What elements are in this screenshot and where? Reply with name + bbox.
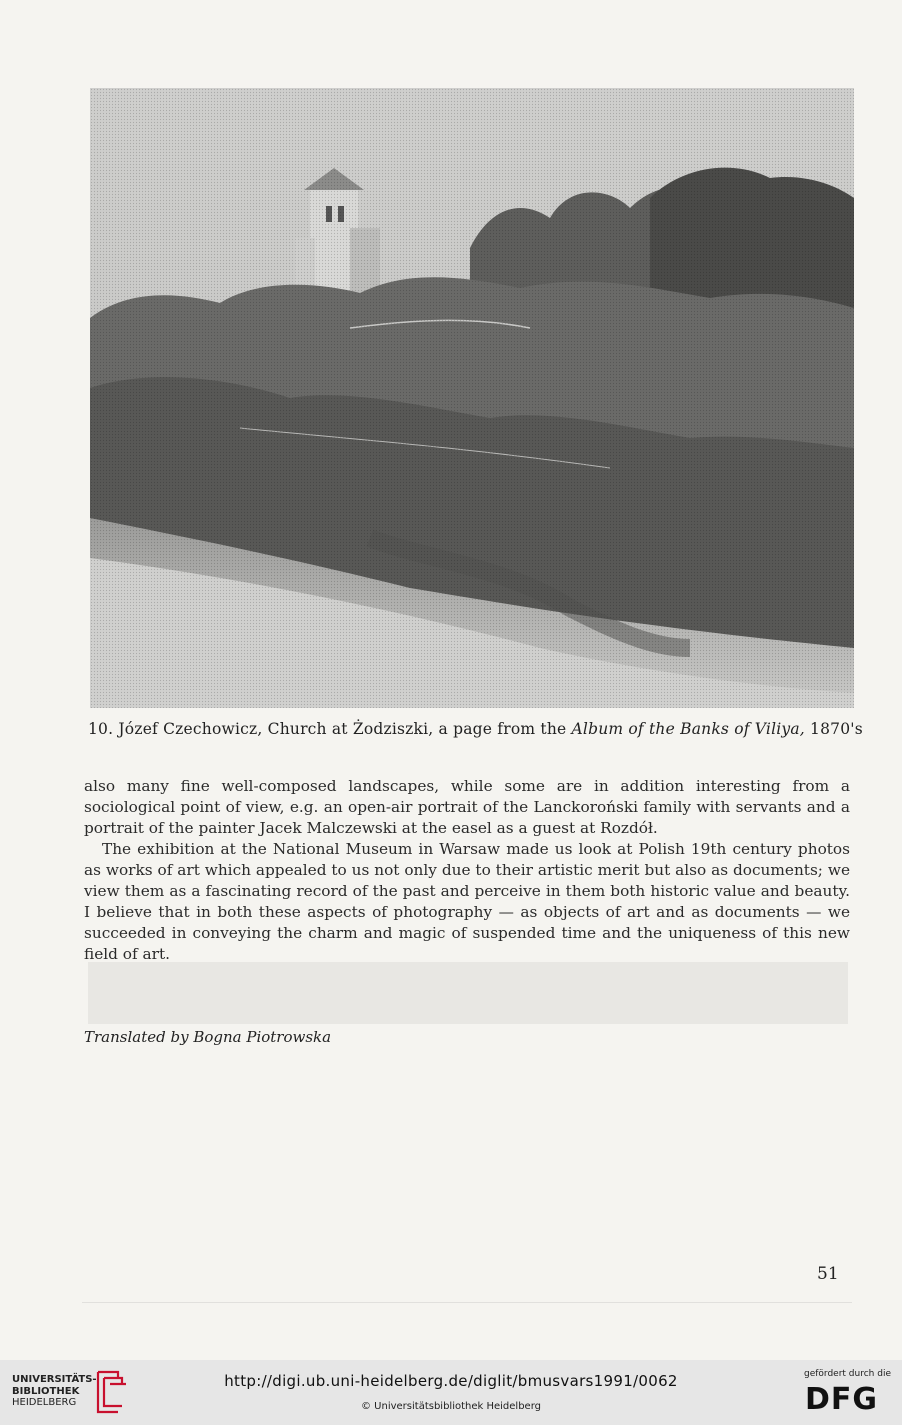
show-through-rule: [82, 1302, 852, 1303]
caption-suffix: 1870's: [804, 720, 863, 738]
figure-photo: [90, 88, 854, 708]
body-text: [84, 776, 850, 965]
library-line-2: BIBLIOTHEK: [12, 1385, 80, 1397]
caption-album-title: Album of the Banks of Viliya,: [571, 720, 805, 738]
funding-caption: gefördert durch die: [804, 1369, 891, 1379]
church-landscape-image: [90, 88, 854, 708]
permalink-url[interactable]: http://digi.ub.uni-heidelberg.de/diglit/bmusvars1991/0062: [224, 1372, 678, 1390]
figure-caption: [88, 720, 863, 738]
library-line-1: UNIVERSITÄTS-: [12, 1374, 97, 1385]
translator-credit: Translated by Bogna Piotrowska: [84, 1028, 332, 1046]
copyright-notice: © Universitätsbibliothek Heidelberg: [360, 1401, 541, 1412]
library-line-3: HEIDELBERG: [12, 1397, 77, 1408]
caption-prefix: 10. Józef Czechowicz, Church at Żodziszki, a page from the: [88, 720, 572, 738]
page-number: 51: [817, 1264, 839, 1284]
svg-text:DFG: DFG: [805, 1382, 879, 1414]
paragraph-2: The exhibition at the National Museum in Warsaw made us look at Polish 19th century photos as works of art which appealed to us not only due to their artistic merit but also as documents; we view them as a fascinating record of the past and perceive in them both historic value and beauty. I believe that in both these aspects of photography — as objects of art and as documents — we succeeded in conveying the charm and magic of suspended time and the uniqueness of this new field of art.: [84, 840, 850, 963]
dfg-logo-icon: [803, 1380, 891, 1414]
footer-bar: [0, 1360, 902, 1425]
show-through-band: [88, 962, 848, 1024]
paragraph-1: also many fine well-composed landscapes, while some are in addition interesting from a sociological point of view, e.g. an open-air portrait of the Lanckoroński family with servants and a portrait of the painter Jacek Malczewski at the easel as a guest at Rozdół.: [84, 777, 850, 837]
